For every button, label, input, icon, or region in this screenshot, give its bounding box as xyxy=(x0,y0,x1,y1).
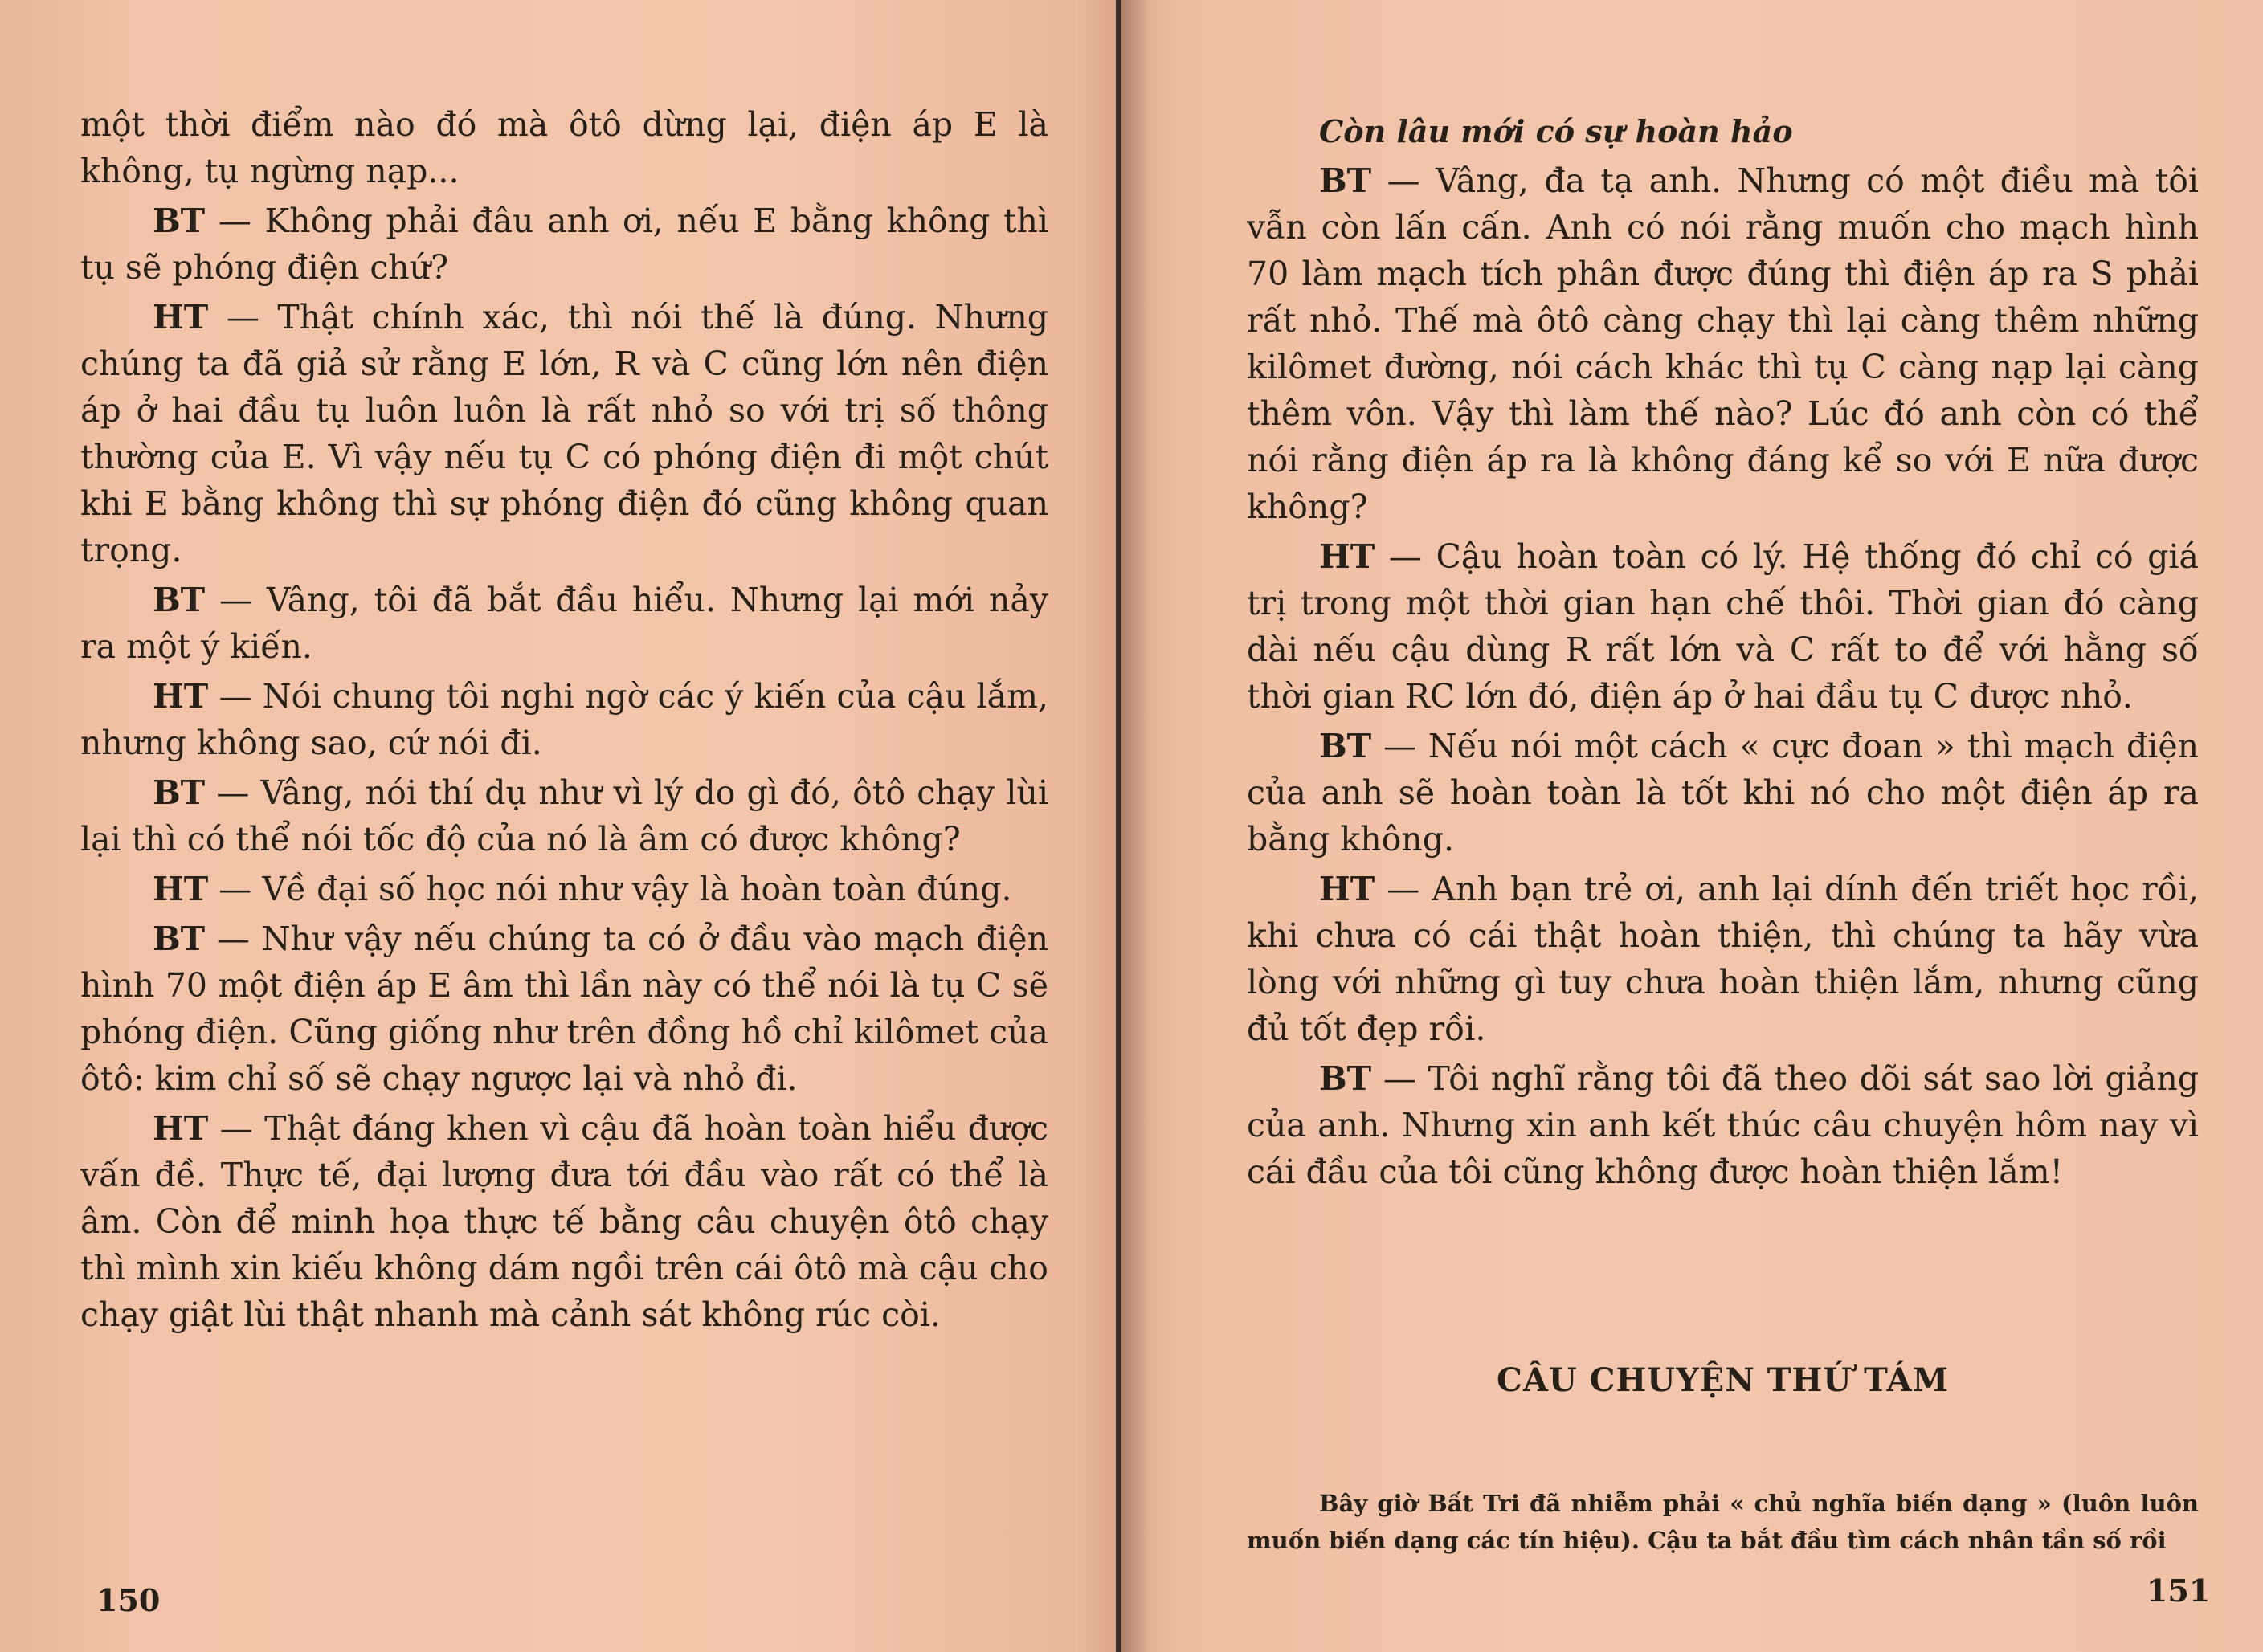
speaker-label: HT xyxy=(1319,537,1375,576)
paragraph xyxy=(80,101,1048,194)
right-page-text xyxy=(1247,111,2199,1198)
speaker-label: HT xyxy=(153,298,209,337)
speaker-label: BT xyxy=(153,202,206,240)
gutter-shadow xyxy=(1121,0,1149,1652)
paragraph-text: một thời điểm nào đó mà ôtô dừng lại, điện áp E là không, tụ ngừng nạp... xyxy=(80,105,1048,190)
dialogue-text: — Không phải đâu anh ơi, nếu E bằng không thì tụ sẽ phóng điện chứ? xyxy=(80,202,1048,287)
dialogue-paragraph xyxy=(80,916,1048,1102)
book-gutter xyxy=(1116,0,1121,1652)
speaker-label: HT xyxy=(153,1109,209,1148)
dialogue-text: — Vâng, tôi đã bắt đầu hiểu. Nhưng lại mới nảy ra một ý kiến. xyxy=(80,581,1048,666)
speaker-label: BT xyxy=(153,773,206,812)
dialogue-text: — Nói chung tôi nghi ngờ các ý kiến của cậu lắm, nhưng không sao, cứ nói đi. xyxy=(80,677,1048,762)
speaker-label: HT xyxy=(1319,870,1375,908)
dialogue-paragraph xyxy=(1247,723,2199,863)
dialogue-text: — Nếu nói một cách « cực đoan » thì mạch điện của anh sẽ hoàn toàn là tốt khi nó cho một điện áp ra bằng không. xyxy=(1247,727,2199,859)
dialogue-text: — Vâng, đa tạ anh. Nhưng có một điều mà tôi vẫn còn lấn cấn. Anh có nói rằng muốn cho mạch hình 70 làm mạch tích phân được đúng thì điện áp ra S phải rất nhỏ. Thế mà ôtô càng chạy thì lại càng thêm những kilômet đường, nói cách khác thì tụ C càng nạp lại càng thêm vôn. Vậy thì làm thế nào? Lúc đó anh còn có thể nói rằng điện áp ra là không đáng kể so với E nữa được không? xyxy=(1247,161,2199,526)
dialogue-paragraph xyxy=(80,866,1048,912)
dialogue-paragraph xyxy=(1247,866,2199,1052)
chapter-intro: Bây giờ Bất Tri đã nhiễm phải « chủ nghĩa biến dạng » (luôn luôn muốn biến dạng các tín hiệu). Cậu ta bắt đầu tìm cách nhân tần số rồi xyxy=(1247,1490,2199,1554)
speaker-label: BT xyxy=(153,581,206,619)
page-number-right: 151 xyxy=(2147,1572,2211,1609)
dialogue-text: — Thật chính xác, thì nói thế là đúng. Nhưng chúng ta đã giả sử rằng E lớn, R và C cũng lớn nên điện áp ở hai đầu tụ luôn luôn là rất nhỏ so với trị số thông thường của E. Vì vậy nếu tụ C có phóng điện đi một chút khi E bằng không thì sự phóng điện đó cũng không quan trọng. xyxy=(80,298,1048,569)
dialogue-text: — Cậu hoàn toàn có lý. Hệ thống đó chỉ có giá trị trong một thời gian hạn chế thôi. Thời gian đó càng dài nếu cậu dùng R rất lớn và C rất to để với hằng số thời gian RC lớn đó, điện áp ở hai đầu tụ C được nhỏ. xyxy=(1247,537,2199,716)
dialogue-paragraph xyxy=(80,198,1048,291)
speaker-label: BT xyxy=(1319,727,1372,765)
dialogue-paragraph xyxy=(80,294,1048,573)
dialogue-text: — Tôi nghĩ rằng tôi đã theo dõi sát sao lời giảng của anh. Nhưng xin anh kết thúc câu chuyện hôm nay vì cái đầu của tôi cũng không được hoàn thiện lắm! xyxy=(1247,1059,2199,1191)
speaker-label: BT xyxy=(1319,161,1372,200)
dialogue-text: — Về đại số học nói như vậy là hoàn toàn đúng. xyxy=(208,870,1012,908)
left-page xyxy=(0,0,1121,1652)
dialogue-paragraph xyxy=(1247,1055,2199,1195)
dialogue-paragraph xyxy=(80,769,1048,863)
dialogue-text: — Như vậy nếu chúng ta có ở đầu vào mạch điện hình 70 một điện áp E âm thì lần này có thể nói là tụ C sẽ phóng điện. Cũng giống như trên đồng hồ chỉ kilômet của ôtô: kim chỉ số sẽ chạy ngược lại và nhỏ đi. xyxy=(80,920,1048,1098)
speaker-label: BT xyxy=(1319,1059,1372,1098)
dialogue-paragraph xyxy=(1247,533,2199,720)
dialogue-text: — Anh bạn trẻ ơi, anh lại dính đến triết học rồi, khi chưa có cái thật hoàn thiện, thì chúng ta hãy vừa lòng với những gì tuy chưa hoàn thiện lắm, nhưng cũng đủ tốt đẹp rồi. xyxy=(1247,870,2199,1048)
section-heading: Còn lâu mới có sự hoàn hảo xyxy=(1319,113,1793,149)
dialogue-paragraph xyxy=(80,577,1048,670)
dialogue-paragraph xyxy=(80,673,1048,766)
speaker-label: BT xyxy=(153,920,206,958)
speaker-label: HT xyxy=(153,677,209,716)
page-number-left: 150 xyxy=(96,1582,161,1618)
left-page-text xyxy=(80,101,1048,1341)
dialogue-text: — Thật đáng khen vì cậu đã hoàn toàn hiểu được vấn đề. Thực tế, đại lượng đưa tới đầu vào rất có thể là âm. Còn để minh họa thực tế bằng câu chuyện ôtô chạy thì mình xin kiếu không dám ngồi trên cái ôtô mà cậu cho chạy giật lùi thật nhanh mà cảnh sát không rúc còi. xyxy=(80,1109,1048,1334)
dialogue-text: — Vâng, nói thí dụ như vì lý do gì đó, ôtô chạy lùi lại thì có thể nói tốc độ của nó là âm có được không? xyxy=(80,773,1048,859)
dialogue-paragraph xyxy=(80,1105,1048,1338)
speaker-label: HT xyxy=(153,870,209,908)
chapter-title: CÂU CHUYỆN THỨ TÁM xyxy=(1497,1361,1949,1399)
dialogue-paragraph xyxy=(1247,157,2199,530)
